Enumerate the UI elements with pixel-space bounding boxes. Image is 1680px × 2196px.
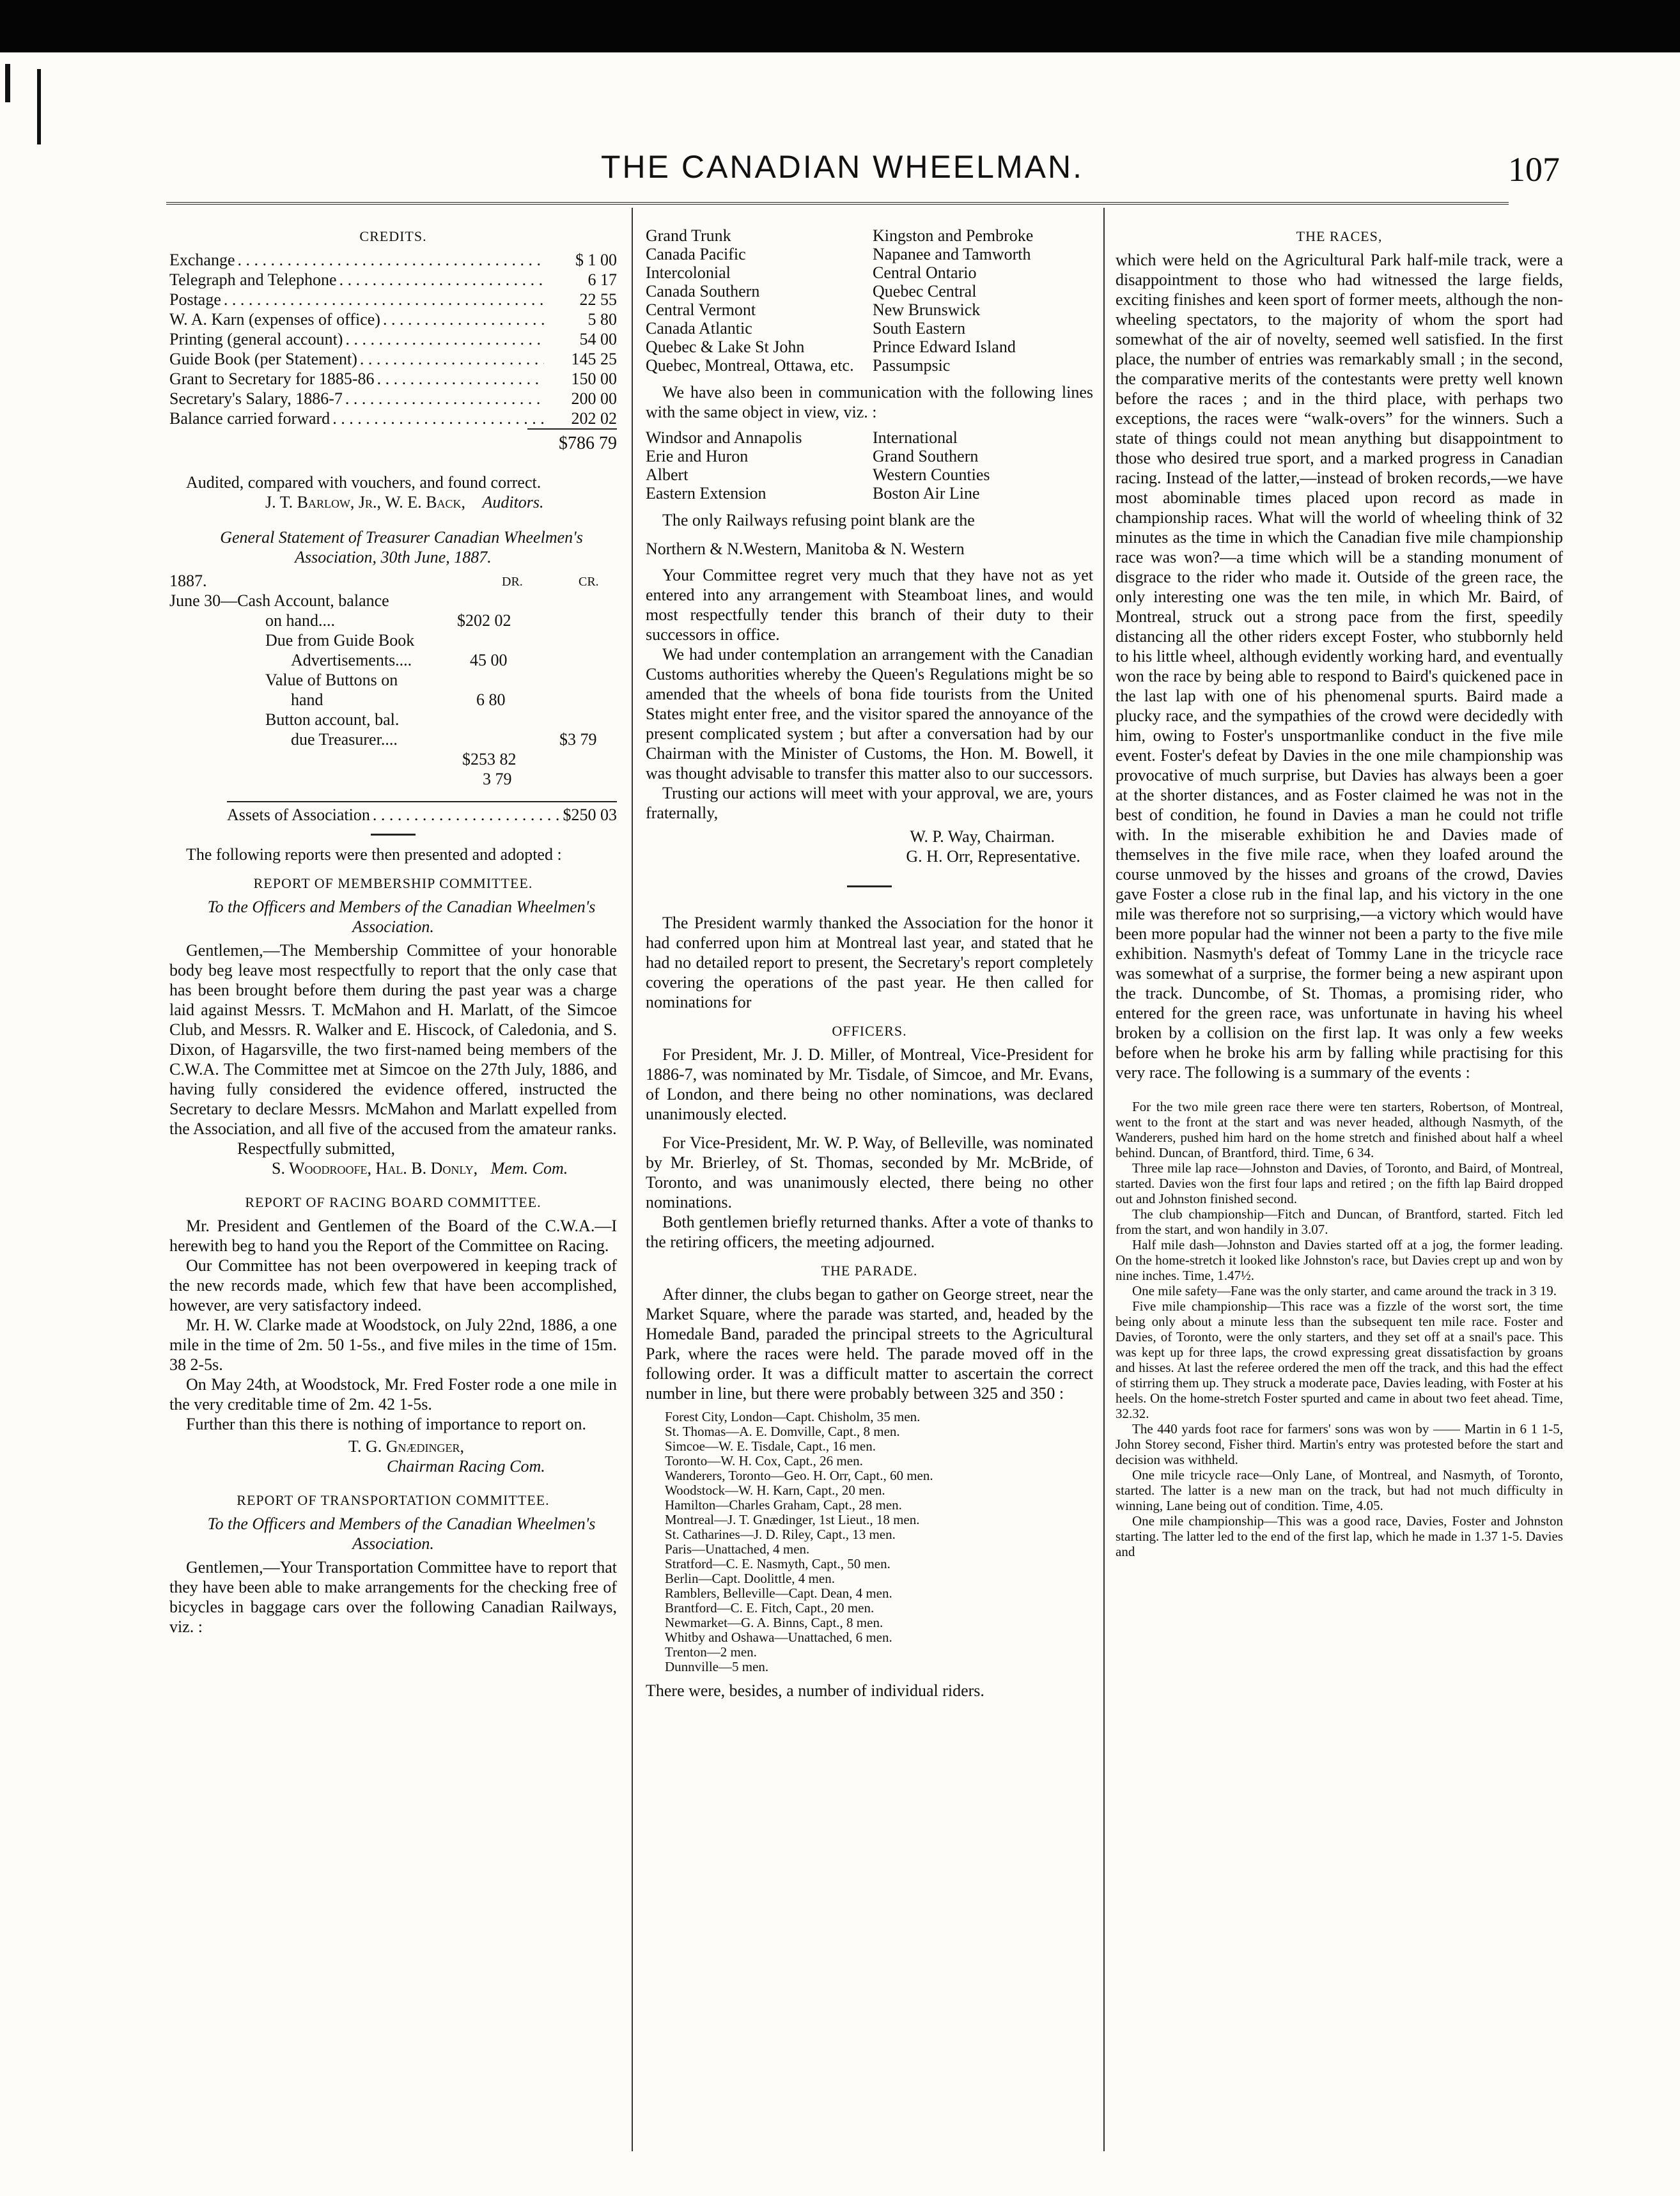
divider [371, 834, 416, 836]
customs-paragraph: We had under contemplation an arrangement with the Canadian Customs authorities whereby the Queen's Regulations might be so amended that the wheels of bona fide tourists from the United States might enter free, and the visitor spared the annoyance of the present complicated system ; but after a conversation had by our Chairman with the Minister of Customs, the Hon. M. Bowell, it was thought advisable to transfer this matter also to our successors. [646, 645, 1093, 783]
credit-row [169, 290, 617, 309]
other-lines-list [646, 428, 1093, 502]
credit-label: Postage [169, 290, 221, 309]
railway-name: Central Ontario [873, 263, 977, 282]
credit-label: Grant to Secretary for 1885-86 [169, 370, 375, 388]
membership-names: S. Woodroofe, Hal. B. Donly, [272, 1159, 478, 1178]
statement-title: General Statement of Treasurer Canadian Wheelmen's Association, 30th June, 1887. [220, 528, 583, 566]
dot-leader [345, 329, 544, 349]
credit-amount: 5 80 [587, 310, 617, 329]
railway-name: Central Vermont [646, 300, 756, 319]
club-entry: Brantford—C. E. Fitch, Capt., 20 men. [665, 1600, 875, 1616]
credit-amount: $ 1 00 [575, 251, 617, 269]
dot-leader [224, 290, 544, 309]
event-entry: For the two mile green race there were ten starters, Robertson, of Montreal, went to the front at the start and was never headed, although Nasmyth, of the Wanderers, pushed him hard on the home stretch and finished about half a wheel behind. Duncan, of Brantford, third. Time, 6 34. [1116, 1099, 1563, 1160]
credit-amount: 202 02 [571, 409, 617, 428]
dot-leader [339, 270, 544, 290]
president-nomination: For President, Mr. J. D. Miller, of Montreal, Vice-President for 1886-7, was nominated by Mr. Tisdale, of Simcoe, and Mr. Evans, of London, and there being no other nominations, was declared unanimously elected. [646, 1045, 1093, 1123]
credit-amount: 22 55 [579, 290, 617, 309]
club-entry: Newmarket—G. A. Binns, Capt., 8 men. [665, 1615, 883, 1630]
dot-leader [383, 309, 544, 329]
credit-row [169, 349, 617, 369]
railway-name: Prince Edward Island [873, 338, 1016, 356]
membership-address: To the Officers and Members of the Canadian Wheelmen's Association. [207, 898, 596, 936]
railway-name: Kingston and Pembroke [873, 226, 1034, 245]
event-entry: Three mile lap race—Johnston and Davies, of Toronto, and Baird, of Montreal, started. Davies won the first four laps and retired ; on the fifth lap Baird dropped out and Johnston finished second. [1116, 1160, 1563, 1206]
statement-line: Advertisements.... [291, 651, 412, 669]
racing-paragraph: On May 24th, at Woodstock, Mr. Fred Foster rode a one mile in the very creditable time of 2m. 42 1-5s. [169, 1375, 617, 1413]
statement-amount: 45 00 [470, 651, 508, 669]
event-entry: Five mile championship—This race was a fizzle of the worst sort, the time being only about a minute less than the subsequent ten mile race. Foster and Davies, of Toronto, were the only starters, and they set off at a snail's pace. This was kept up for three laps, the crowd expressing great dissatisfaction by groans and hisses. At last the referee ordered the men off the track, and this had the effect of stirring them up. They struck a moderate pace, Davies leading, with Foster at his heels. On the home-stretch Foster spurted and came in about two feet ahead. Time, 32.32. [1116, 1298, 1564, 1421]
credit-row [169, 409, 617, 428]
credits-heading: CREDITS. [359, 228, 427, 244]
races-heading: THE RACES, [1296, 228, 1383, 244]
railway-name: Quebec & Lake St John [646, 338, 805, 356]
cr-label: CR. [579, 575, 599, 589]
credit-row [169, 329, 617, 349]
transport-signature: G. H. Orr, Representative. [906, 847, 1080, 866]
statement-subtotal: $253 82 [462, 750, 517, 768]
railway-name: Erie and Huron [646, 447, 749, 465]
credit-label: W. A. Karn (expenses of office) [169, 310, 380, 329]
statement-year: 1887. [169, 572, 207, 590]
club-entry: Simcoe—W. E. Tisdale, Capt., 16 men. [665, 1438, 876, 1454]
event-entry: One mile safety—Fane was the only starter, and came around the track in 3 19. [1132, 1283, 1557, 1298]
credit-amount: 200 00 [571, 389, 617, 408]
racing-paragraph: Our Committee has not been overpowered in keeping track of the new records made, which few that have been accomplished, however, are very satisfactory indeed. [169, 1256, 617, 1314]
club-entry: Trenton—2 men. [665, 1644, 757, 1660]
railway-name: Windsor and Annapolis [646, 428, 802, 447]
credit-row [169, 369, 617, 389]
credit-amount: 6 17 [587, 270, 617, 289]
dot-leader [332, 409, 544, 428]
dot-leader [345, 389, 544, 409]
club-entry: Wanderers, Toronto—Geo. H. Orr, Capt., 60 men. [665, 1468, 933, 1483]
racing-signature: T. G. Gnædinger, [348, 1437, 465, 1456]
club-entry: Toronto—W. H. Cox, Capt., 26 men. [665, 1453, 863, 1468]
club-entry: Dunnville—5 men. [665, 1659, 769, 1674]
railway-name: Boston Air Line [873, 484, 980, 502]
column-3 [1116, 217, 1563, 1559]
racing-paragraph: Mr. President and Gentlemen of the Board of the C.W.A.—I herewith beg to hand you the Report of the Committee on Racing. [169, 1217, 617, 1255]
reports-intro: The following reports were then presented and adopted : [186, 845, 562, 864]
credit-row [169, 309, 617, 329]
credit-label: Balance carried forward [169, 409, 331, 428]
event-summary [1116, 1099, 1563, 1559]
statement-line: Value of Buttons on [265, 671, 398, 689]
column-1 [169, 217, 617, 1637]
club-entry: Montreal—J. T. Gnædinger, 1st Lieut., 18 men. [665, 1512, 920, 1527]
column-rule [632, 208, 633, 2151]
parade-paragraph: After dinner, the clubs began to gather on George street, near the Market Square, where the parade was started, and, headed by the Homedale Band, paraded the principal streets to the Agricultural Park, where the races were held. The parade moved off in the following order. It was a difficult matter to ascertain the correct number in line, but there were probably between 325 and 350 : [646, 1285, 1093, 1403]
railway-name: Quebec Central [873, 282, 977, 300]
event-entry: One mile tricycle race—Only Lane, of Montreal, and Nasmyth, of Toronto, started. The latter is a new man on the track, but had not much difficulty in winning, Lane being out of condition. Time, 4.05. [1116, 1467, 1563, 1513]
racing-paragraph: Mr. H. W. Clarke made at Woodstock, on July 22nd, 1886, a one mile in the time of 2m. 50 1-5s., and five miles in the time of 15m. 38 2-5s. [169, 1316, 617, 1374]
railway-name: Western Counties [873, 465, 990, 484]
event-entry: One mile championship—This was a good race, Davies, Foster and Johnston starting. The latter led to the end of the first lap, which he made in 1.37 1-5. Davies and [1116, 1513, 1564, 1559]
club-entry: Woodstock—W. H. Karn, Capt., 20 men. [665, 1483, 885, 1498]
racing-role: Chairman Racing Com. [387, 1457, 545, 1476]
also-text: We have also been in communication with the following lines with the same object in view, viz. : [646, 383, 1093, 421]
dot-leader [377, 369, 544, 389]
header-rule [166, 202, 1509, 205]
page-header [160, 148, 1560, 193]
statement-line: Due from Guide Book [265, 631, 415, 650]
regret-paragraph: Your Committee regret very much that they have not as yet entered into any arrangement with Steamboat lines, and would most respectfully tender this branch of their duty to their successors in office. [646, 566, 1093, 644]
vice-president-nomination: For Vice-President, Mr. W. P. Way, of Belleville, was nominated by Mr. Brierley, of St. Thomas, seconded by Mr. McBride, of Toronto, and was unanimously elected, there being no other nominations. [646, 1133, 1093, 1211]
treasurer-statement [169, 571, 617, 801]
railway-name: New Brunswick [873, 300, 981, 319]
divider [847, 885, 892, 887]
journal-title: THE CANADIAN WHEELMAN. [601, 149, 1084, 185]
railway-name: Canada Atlantic [646, 319, 752, 338]
audit-text: Audited, compared with vouchers, and found correct. [186, 473, 541, 492]
binding-mark [37, 69, 41, 144]
dot-leader [238, 250, 544, 270]
auditor-signature [265, 492, 617, 512]
membership-close: Respectfully submitted, [237, 1139, 395, 1158]
transport-signature: W. P. Way, Chairman. [910, 827, 1055, 846]
transport-body: Gentlemen,—Your Transportation Committee have to report that they have been able to make arrangements for the checking free of bicycles in baggage cars over the following Canadian Railways, viz. : [169, 1558, 617, 1636]
credit-row [169, 389, 617, 409]
credit-amount: 145 25 [571, 350, 617, 368]
membership-role: Mem. Com. [490, 1159, 568, 1178]
membership-signature [272, 1158, 617, 1178]
club-list [665, 1410, 1093, 1674]
transport-address: To the Officers and Members of the Canadian Wheelmen's Association. [207, 1515, 596, 1553]
club-entry: Stratford—C. E. Nasmyth, Capt., 50 men. [665, 1556, 891, 1571]
club-entry: Ramblers, Belleville—Capt. Dean, 4 men. [665, 1585, 892, 1601]
besides-paragraph: There were, besides, a number of individual riders. [646, 1681, 984, 1700]
assets-amount: $250 03 [563, 806, 617, 824]
thanks-paragraph: Both gentlemen briefly returned thanks. After a vote of thanks to the retiring officers, the meeting adjourned. [646, 1213, 1093, 1251]
event-entry: The club championship—Fitch and Duncan, of Brantford, started. Fitch led from the start, and won handily in 3.07. [1116, 1206, 1563, 1237]
membership-body: Gentlemen,—The Membership Committee of your honorable body beg leave most respectfully to report that the only case that has been brought before them during the past year was a charge laid against Messrs. T. McMahon and H. Marlatt, of the Simcoe Club, and Messrs. R. Walker and E. Hiscock, of Caledonia, and S. Dixon, of Hagarsville, the two first-named being members of the C.W.A. The Committee met at Simcoe on the 27th July, 1886, and having fully considered the evidence offered, instructed the Secretary to declare Messrs. McMahon and Marlatt expelled from the Association, and all five of the accused from the amateur ranks. [169, 941, 617, 1138]
statement-amount: $3 79 [559, 730, 597, 749]
membership-heading: REPORT OF MEMBERSHIP COMMITTEE. [253, 875, 533, 891]
railway-name: Napanee and Tamworth [873, 245, 1031, 263]
dot-leader [373, 805, 561, 825]
assets-row [227, 801, 617, 825]
column-rule [1103, 208, 1105, 2151]
statement-line: June 30—Cash Account, balance [169, 591, 389, 610]
president-paragraph: The President warmly thanked the Association for the honor it had conferred upon him at Montreal last year, and stated that he had no detailed report to present, the Secretary's report completely covering the operations of the past year. He then called for nominations for [646, 914, 1093, 1011]
auditor-role: Auditors. [482, 493, 544, 511]
officers-heading: OFFICERS. [832, 1023, 907, 1039]
refusing-text: The only Railways refusing point blank are the [662, 511, 975, 529]
statement-amount: 6 80 [476, 690, 506, 709]
railway-name: Passumpsic [873, 356, 951, 375]
credit-amount: 54 00 [579, 330, 617, 348]
binding-mark [5, 64, 10, 102]
statement-line: hand [291, 690, 323, 709]
statement-line: due Treasurer.... [291, 730, 398, 749]
railway-name: Intercolonial [646, 263, 731, 282]
club-entry: Berlin—Capt. Doolittle, 4 men. [665, 1571, 835, 1586]
top-black-band [0, 0, 1680, 52]
refusing-lines: Northern & N.Western, Manitoba & N. Western [646, 540, 965, 558]
credit-label: Guide Book (per Statement) [169, 350, 357, 368]
racing-paragraph: Further than this there is nothing of importance to report on. [186, 1415, 587, 1433]
credit-label: Exchange [169, 251, 235, 269]
page-number: 107 [1508, 150, 1560, 189]
statement-subtotal: 3 79 [483, 770, 512, 788]
club-entry: Whitby and Oshawa—Unattached, 6 men. [665, 1630, 892, 1645]
club-entry: St. Catharines—J. D. Riley, Capt., 13 men. [665, 1527, 896, 1542]
credit-label: Telegraph and Telephone [169, 270, 337, 289]
statement-amount: $202 02 [457, 611, 511, 630]
credit-label: Secretary's Salary, 1886-7 [169, 389, 343, 408]
statement-line: on hand.... [265, 611, 336, 630]
event-entry: The 440 yards foot race for farmers' sons was won by —— Martin in 6 1 1-5, John Storey second, Fisher third. Martin's entry was protested before the start and decision was withheld. [1116, 1421, 1563, 1467]
credit-row [169, 270, 617, 290]
parade-heading: THE PARADE. [821, 1263, 918, 1279]
railway-list [646, 226, 1093, 375]
club-entry: St. Thomas—A. E. Domville, Capt., 8 men. [665, 1424, 900, 1439]
dr-label: DR. [502, 575, 523, 589]
railway-name: Grand Southern [873, 447, 979, 465]
club-entry: Hamilton—Charles Graham, Capt., 28 men. [665, 1497, 902, 1513]
event-entry: Half mile dash—Johnston and Davies started off at a jog, the former leading. On the home-stretch it looked like Johnston's race, but Davies crept up and won by nine inches. Time, 1.47½. [1116, 1237, 1563, 1283]
railway-name: International [873, 428, 958, 447]
trusting-paragraph: Trusting our actions will meet with your approval, we are, yours fraternally, [646, 784, 1093, 822]
railway-name: Eastern Extension [646, 484, 766, 502]
club-entry: Paris—Unattached, 4 men. [665, 1541, 810, 1557]
credit-label: Printing (general account) [169, 330, 343, 348]
railway-name: Albert [646, 465, 688, 484]
railway-name: South Eastern [873, 319, 966, 338]
auditor-names: J. T. Barlow, Jr., W. E. Back, [265, 493, 465, 511]
dot-leader [360, 349, 544, 369]
credit-amount: 150 00 [571, 370, 617, 388]
credits-total: $786 79 [527, 428, 617, 453]
railway-name: Quebec, Montreal, Ottawa, etc. [646, 356, 854, 375]
credits-table [169, 250, 617, 428]
railway-name: Grand Trunk [646, 226, 731, 245]
railway-name: Canada Southern [646, 282, 760, 300]
statement-line: Button account, bal. [265, 710, 400, 729]
races-paragraph: which were held on the Agricultural Park half-mile track, were a disappointment to those who had witnessed the large fields, exciting finishes and keen sport of former meets, although the non-wheeling spectators, to the majority of whom the sport had somewhat of the air of novelty, seemed well satisfied. In the first place, the number of entries was remarkably small ; in the second, the comparative merits of the contestants were pretty well known before the races ; and in the third place, with perhaps two exceptions, the races were “walk-overs” for the winners. Such a state of things could not mean anything but disappointment to those who desired true sport, and a marked progress in Canadian racing. Instead of the latter,—instead of broken records,—we have most abominable times placed upon record as made in championship races. What will the world of wheeling think of 32 minutes as the time in which the Canadian five mile championship race was won?—a time which will be a standing monument of disgrace to the rider who made it. Outside of the green race, the only interesting one was the ten mile, in which Mr. Baird, of Montreal, struck out a strong pace from the first, speedily distancing all the other riders except Foster, who stubbornly held to his little wheel, although evidently working hard, and eventually won the race by being able to respond to Baird's quickened pace in the last lap with one of his phenomenal spurts. Baird made a plucky race, and the sympathies of the crowd were decidedly with him, owing to Foster's unsportmanlike conduct in the five mile event. Foster's defeat by Davies in the one mile championship was provocative of much surprise, but Davies has always been a goer at the shorter distances, and as Foster claimed he was not in the best of condition, he found in Davies a man he could not trifle with. In the miserable exhibition he and Davies made of themselves in the five mile race, when they loafed around the course unmoved by the hisses and groans of the crowd, Davies gave Foster a close rub in the final lap, and his victory in the one mile was therefore not so surprising,—a victory which would have been more popular had the winner not been a party to the five mile exhibition. Nasmyth's defeat of Tommy Lane in the tricycle race was somewhat of a surprise, the former being a new aspirant upon the track. Duncombe, of St. Thomas, a promising rider, who entered for the green race, was unfortunate in having his wheel broken by a collision on the first lap. It was only a few weeks before when he broke his arm by falling while practising for this very race. The following is a summary of the events : [1116, 251, 1563, 1082]
credit-row [169, 250, 617, 270]
club-entry: Forest City, London—Capt. Chisholm, 35 men. [665, 1409, 921, 1424]
assets-label: Assets of Association [227, 806, 370, 824]
transport-heading: REPORT OF TRANSPORTATION COMMITTEE. [237, 1492, 550, 1508]
racing-heading: REPORT OF RACING BOARD COMMITTEE. [245, 1194, 541, 1210]
column-2 [646, 217, 1093, 1701]
railway-name: Canada Pacific [646, 245, 746, 263]
